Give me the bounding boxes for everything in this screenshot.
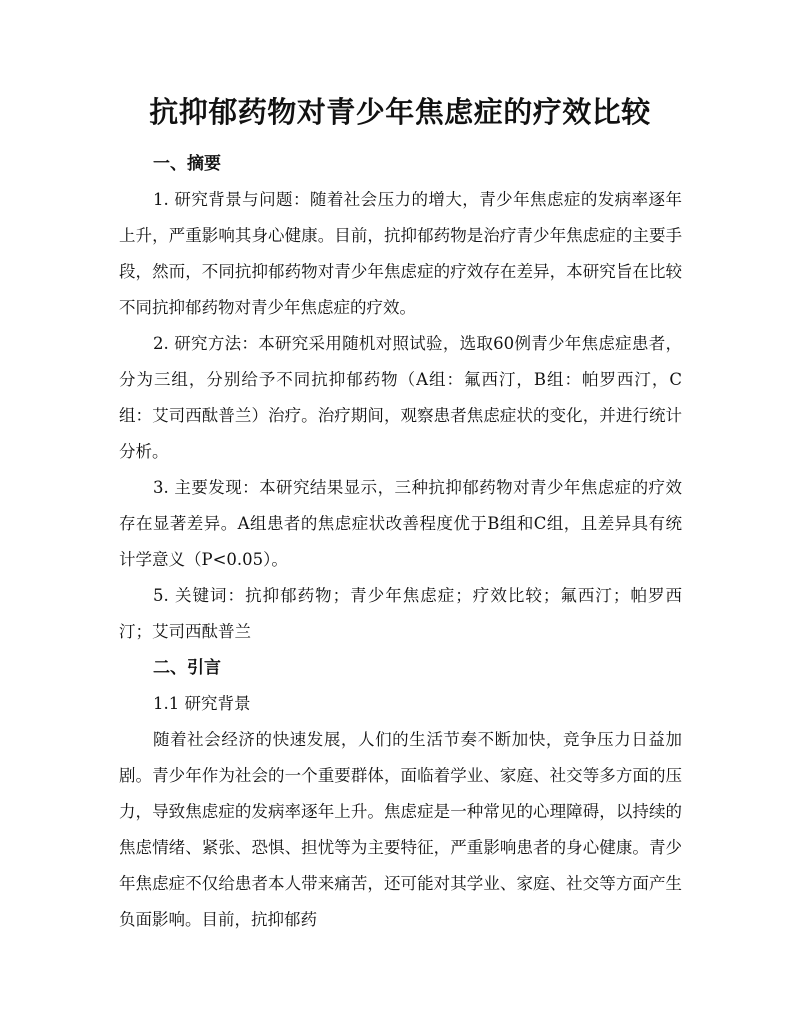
abstract-item-findings: 3. 主要发现：本研究结果显示，三种抗抑郁药物对青少年焦虑症的疗效存在显著差异。A组患者的焦虑症状改善程度优于B组和C组，且差异具有统计学意义（P<0.05）。: [119, 478, 682, 569]
section-heading-introduction: 二、引言: [153, 658, 221, 678]
subsection-heading-background: 1.1 研究背景: [153, 694, 251, 713]
introduction-paragraph: 随着社会经济的快速发展，人们的生活节奏不断加快，竞争压力日益加剧。青少年作为社会的一个重要群体，面临着学业、家庭、社交等多方面的压力，导致焦虑症的发病率逐年上升。焦虑症是一种常见的心理障碍，以持续的焦虑情绪、紧张、恐惧、担忧等为主要特征，严重影响患者的身心健康。青少年焦虑症不仅给患者本人带来痛苦，还可能对其学业、家庭、社交等方面产生负面影响。目前，抗抑郁药: [119, 730, 682, 929]
abstract-item-background: 1. 研究背景与问题：随着社会压力的增大，青少年焦虑症的发病率逐年上升，严重影响其身心健康。目前，抗抑郁药物是治疗青少年焦虑症的主要手段，然而，不同抗抑郁药物对青少年焦虑症的疗效存在差异，本研究旨在比较不同抗抑郁药物对青少年焦虑症的疗效。: [119, 190, 682, 317]
document-title: 抗抑郁药物对青少年焦虑症的疗效比较: [149, 95, 651, 129]
document-body: [119, 146, 682, 938]
abstract-item-methods: 2. 研究方法：本研究采用随机对照试验，选取60例青少年焦虑症患者，分为三组，分别给予不同抗抑郁药物（A组：氟西汀，B组：帕罗西汀，C组：艾司西酞普兰）治疗。治疗期间，观察患者焦虑症状的变化，并进行统计分析。: [119, 334, 682, 461]
abstract-item-keywords: 5. 关键词：抗抑郁药物；青少年焦虑症；疗效比较；氟西汀；帕罗西汀；艾司西酞普兰: [119, 586, 682, 641]
section-heading-abstract: 一、摘要: [153, 154, 221, 174]
